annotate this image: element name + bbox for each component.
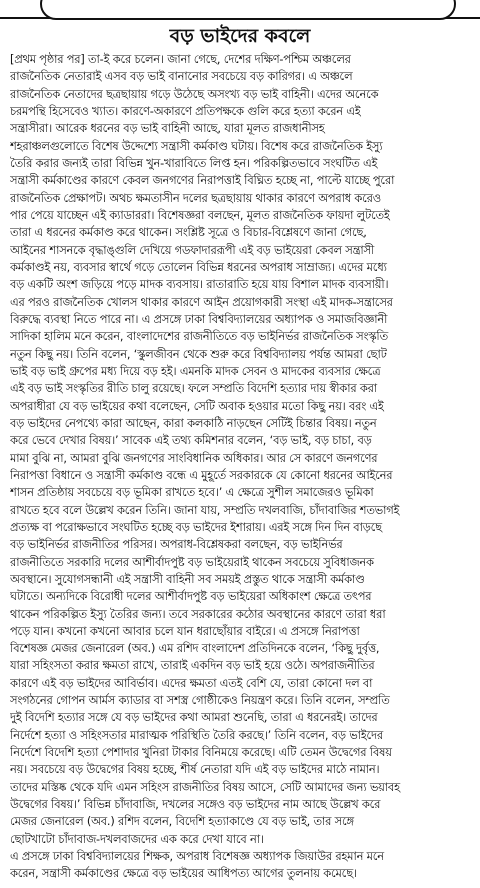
article-line: রাখতে হবে বলে উল্লেখ করেন তিনি। জানা যায়, সম্প্রতি দখলবাজি, চাঁদাবাজির শতভাগই	[10, 503, 400, 517]
article-line: [প্রথম পৃষ্ঠার পর] তা-ই করে চলেন। জানা গেছে, দেশের দক্ষিণ-পশ্চিম অঞ্চলের	[10, 53, 351, 66]
article-line: এ প্রসঙ্গে ঢাকা বিশ্ববিদ্যালয়ের শিক্ষক, অপরাধ বিশেষজ্ঞ অধ্যাপক জিয়াউর রহমান মনে	[10, 850, 384, 864]
article-line: সংগঠনের গোপন আর্মস ক্যাডার বা সশস্ত্র গোষ্ঠীকেও নিয়ন্ত্রণ করে। তিনি বলেন, সম্প্রতি	[10, 694, 390, 708]
article-line: বড় ভাইদের নেপথ্যে কারা আছেন, কারা কলকাঠি নাড়ছেন সেটিই চিন্তার বিষয়। নতুন	[10, 416, 377, 430]
article-line: নির্দেশে হত্যা ও সহিংসতার মারাত্মক পরিস্থিতি তৈরি করছে।’ তিনি বলেন, বড় ভাইদের	[10, 728, 383, 742]
article-line: বড় ভাইনির্ভর রাজনীতির পরিসর। অপরাধ-বিশ্লেষকরা বলছেন, বড় ভাইনির্ভর	[10, 538, 343, 552]
article-line: কর্মকাণ্ডই নয়, ব্যবসার স্বার্থে গড়ে তোলেন বিভিন্ন ধরনের অপরাধ সাম্রাজ্য। এদের মধ্যে	[10, 260, 387, 274]
article-line: তারা এ ধরনের কর্মকাণ্ড করে থাকেন। সংশ্লিষ্ট সূত্রে ও বিচার-বিশ্লেষণে জানা গেছে,	[10, 226, 367, 240]
article-line: শাসন প্রতিষ্ঠায় সবচেয়ে বড় ভূমিকা রাখতে হবে।’ এ ক্ষেত্রে সুশীল সমাজেরও ভূমিকা	[10, 486, 374, 500]
article-line: চরমপন্থি হিসেবেও খ্যাত। কারণে-অকারণে প্রতিপক্ষকে গুলি করে হত্যা করেন এই	[10, 104, 361, 118]
article-line: নির্দেশে বিদেশি হত্যা পেশাদার খুনিরা টাকার বিনিময়ে করেছে। এটি তেমন উদ্বেগের বিষয়	[10, 746, 392, 760]
article-line: মেজর জেনারেল (অব.) রশিদ বলেন, বিদেশি হত্যাকাণ্ডে যে বড় ভাই, তার সঙ্গে	[10, 815, 354, 829]
article-line: অপরাধীরা যে বড় ভাইয়ের কথা বলেছেন, সেটি অবাক হওয়ার মতো কিছু নয়। বরং এই	[10, 399, 384, 413]
article-line: মামা বুঝি না, আমরা বুঝি জনগণের সাংবিধানিক অধিকার। আর সে কারণে জনগণের	[10, 451, 378, 465]
article-line: এর পরও রাজনৈতিক খোলস থাকার কারণে আইন প্রয়োগকারী সংস্থা এই মাদক-সন্ত্রাসের	[10, 295, 393, 309]
article-headline: বড় ভাইদের কবলে	[169, 25, 311, 47]
article-line: আইনের শাসনকে বৃদ্ধাঙ্গুলি দেখিয়ে গডফাদাররূপী এই বড় ভাইয়েরা কেবল সন্ত্রাসী	[10, 243, 375, 257]
article-line: বিশেষজ্ঞ মেজর জেনারেল (অব.) এম রশিদ বাংলাদেশ প্রতিদিনকে বলেন, ‘কিছু দুর্বৃত্ত,	[10, 642, 380, 656]
article-line: রাজনৈতিক প্রেক্ষাপট। অথচ ক্ষমতাসীন দলের ছত্রছায়ায় থাকার কারণে অপরাধ করেও	[10, 191, 381, 205]
article-line: এই বড় ভাই সংস্কৃতির রীতি চালু রয়েছে। ফলে সম্প্রতি বিদেশি হত্যার দায় স্বীকার করা	[10, 382, 377, 396]
article-line: দুই বিদেশি হত্যার সঙ্গে যে বড় ভাইদের কথা আমরা শুনেছি, তারা এ ধরনেরই। তাদের	[10, 711, 378, 725]
article-line: সাদিকা হালিম মনে করেন, বাংলাদেশের রাজনীতিতে বড় ভাইনির্ভর রাজনৈতিক সংস্কৃতি	[10, 330, 388, 344]
article-line: ভাই বড় ভাই গ্রুপের মধ্য দিয়ে বড় হই। এমনকি মাদক সেবন ও মাদকের ব্যবসার ক্ষেত্রে	[10, 364, 381, 378]
article-line: নতুন কিছু নয়। তিনি বলেন, ‘স্কুলজীবন থেকে শুরু করে বিশ্ববিদ্যালয় পর্যন্ত আমরা ছোট	[10, 347, 387, 361]
article-line: রাজনীতিতে সরকারি দলের আশীর্বাদপুষ্ট বড় ভাইয়েরাই থাকেন সবচেয়ে সুবিধাজনক	[10, 555, 374, 569]
article-line: তাদের মস্তিষ্ক থেকে যদি এমন সহিংস রাজনীতির বিষয় আসে, সেটি আমাদের জন্য ভয়াবহ	[10, 780, 400, 794]
article-line: পার পেয়ে যাচ্ছেন এই ক্যাডাররা। বিশেষজ্ঞরা বলছেন, মূলত রাজনৈতিক ফায়দা লুটতেই	[10, 208, 390, 222]
page-top-rule	[0, 0, 480, 22]
article-line: থাকেন পরিকল্পিত ইস্যু তৈরির জন্য। তবে সরকারের কঠোর অবস্থানের কারণে তারা ধরা	[10, 607, 386, 621]
article-line: প্রত্যক্ষ বা পরোক্ষভাবে সংঘটিত হচ্ছে বড় ভাইদের ইশারায়। এরই সঙ্গে দিন দিন বাড়ছে	[10, 520, 382, 534]
article-line: বড় একটি অংশ জড়িয়ে পড়ে মাদক ব্যবসায়। রাতারাতি হয়ে যায় বিশাল মাদক ব্যবসায়ী।	[10, 278, 389, 292]
article-line: করেন, সন্ত্রাসী কর্মকাণ্ডের ক্ষেত্রে বড় ভাইয়ের আধিপত্য আগের তুলনায় কমেছে।	[10, 867, 357, 881]
header-tab-outline	[40, 0, 456, 20]
article-line: শহরাঞ্চলগুলোতে বিশেষ উদ্দেশ্যে সন্ত্রাসী কর্মকাণ্ড ঘটায়। বিশেষ করে রাজনৈতিক ইস্যু	[10, 139, 383, 153]
article-line: পড়ে যান। কখনো কখনো আবার চলে যান ধরাছোঁয়ার বাইরে। এ প্রসঙ্গে নিরাপত্তা	[10, 624, 360, 638]
article-line: ছোটখাটো চাঁদাবাজ-দখলবাজদের এক করে দেখা যাবে না।	[10, 832, 264, 846]
article-line: উদ্বেগের বিষয়।’ বিভিন্ন চাঁদাবাজি, দখলের সঙ্গেও বড় ভাইদের নাম আছে উল্লেখ করে	[10, 798, 381, 812]
article-line: সন্ত্রাসীরা। আরেক ধরনের বড় ভাই বাহিনী আছে, যারা মূলত রাজধানীসহ	[10, 122, 325, 136]
article-line: সন্ত্রাসী কর্মকাণ্ডের কারণে কেবল জনগণের নিরাপত্তাই বিঘ্নিত হচ্ছে না, পাল্টে যাচ্ছে পুরো	[10, 174, 395, 188]
article-line: অবস্থানে। সুযোগসন্ধানী এই সন্ত্রাসী বাহিনী সব সময়ই প্রস্তুত থাকে সন্ত্রাসী কর্মকাণ্ড	[10, 572, 365, 586]
article-line: তৈরি করার জন্যই তারা বিভিন্ন খুন-খারাবিতে লিপ্ত হন। পরিকল্পিতভাবে সংঘটিত এই	[10, 156, 378, 170]
article-line: যারা সহিংসতা করার ক্ষমতা রাখে, তারাই একদিন বড় ভাই হয়ে ওঠে। অপরাজনীতির	[10, 659, 375, 673]
article-line: ঘটাতে। অন্যদিকে বিরোধী দলের আশীর্বাদপুষ্ট বড় ভাইয়েরা অধিকাংশ ক্ষেত্রে তৎপর	[10, 590, 372, 604]
article-line: বিরুদ্ধে ব্যবস্থা নিতে পারে না। এ প্রসঙ্গে ঢাকা বিশ্ববিদ্যালয়ের অধ্যাপক ও সমাজবিজ্ঞানী	[10, 312, 388, 326]
article-line: রাজনৈতিক নেতারাই এসব বড় ভাই বানানোর সবচেয়ে বড় কারিগর। এ অঞ্চলে	[10, 70, 353, 84]
article-line: রাজনৈতিক নেতাদের ছত্রছায়ায় গড়ে উঠেছে অসংখ্য বড় ভাই বাহিনী। এদের অনেকে	[10, 87, 379, 101]
article-line: নিরাপত্তা বিধানে ও সন্ত্রাসী কর্মকাণ্ড বন্ধে এ মুহূর্তে সরকারকে যে কোনো ধরনের আইনের	[10, 468, 393, 482]
article-body	[10, 51, 474, 883]
article-line: নয়। সবচেয়ে বড় উদ্বেগের বিষয় হচ্ছে, শীর্ষ নেতারা যদি এই বড় ভাইদের মাঠে নামান।	[10, 763, 380, 777]
article-line: কারণে এই বড় ভাইদের আবির্ভাব। এদের ক্ষমতা এতই বেশি যে, তারা কোনো দল বা	[10, 676, 373, 690]
article-line: করে ভেবে দেখার বিষয়।’ সাবেক এই তথ্য কমিশনার বলেন, ‘বড় ভাই, বড় চাচা, বড়	[10, 434, 372, 448]
